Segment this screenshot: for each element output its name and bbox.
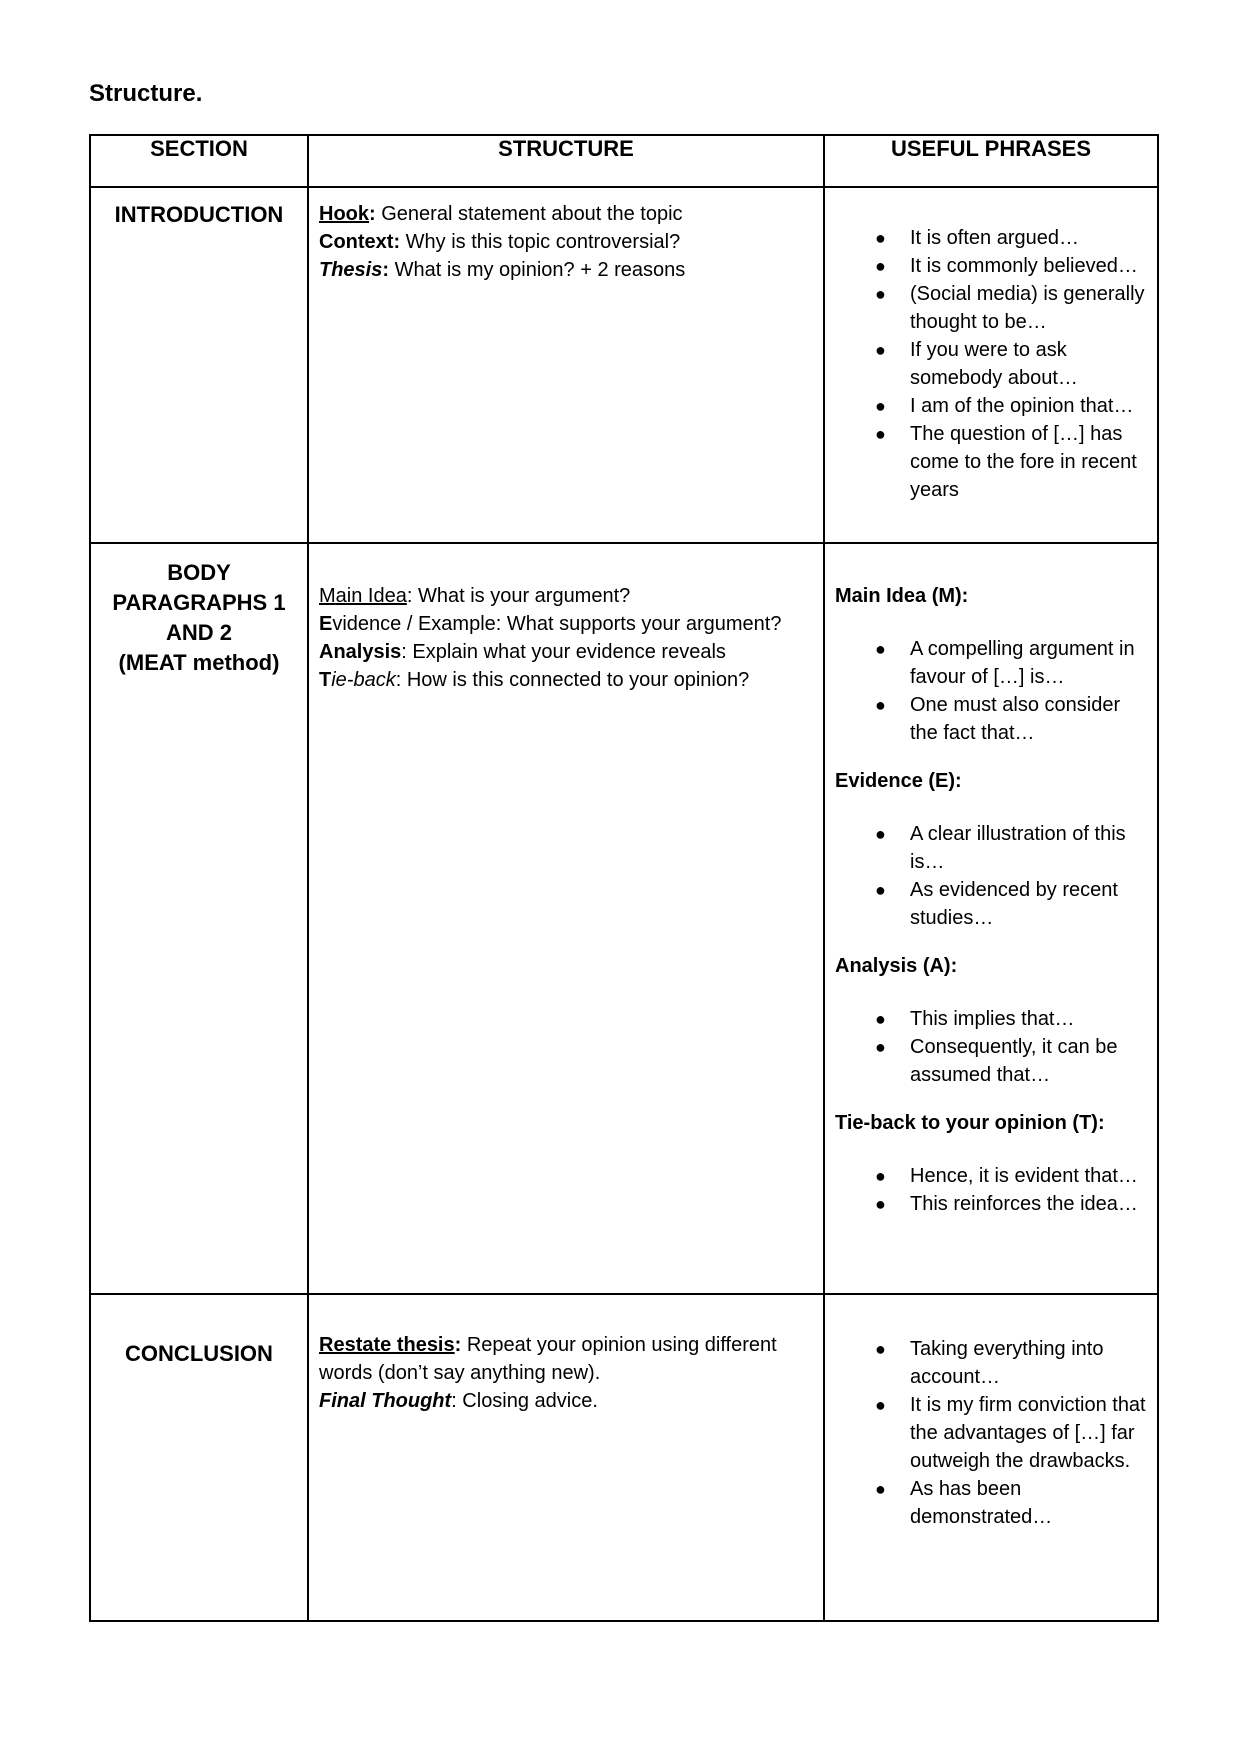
restate-thesis-label: Restate thesis [319, 1334, 455, 1356]
body-label: BODY PARAGRAPHS 1 AND 2 (MEAT method) [112, 560, 286, 675]
list-item: ● A clear illustration of this is… [875, 823, 1126, 873]
conclusion-row [90, 1294, 1158, 1621]
conclusion-structure-cell [308, 1294, 824, 1621]
final-thought-label: Final Thought [319, 1390, 452, 1412]
introduction-structure-cell [308, 187, 824, 543]
conclusion-section-cell [90, 1294, 308, 1621]
list-item: ● (Social media) is generally thought to be… [875, 283, 1145, 333]
thesis-line: Thesis: What is my opinion? + 2 reasons [319, 259, 686, 281]
list-item: ● As has been demonstrated… [875, 1478, 1053, 1528]
restate-thesis-line: Restate thesis: Repeat your opinion using different words (don’t say anything new). [319, 1334, 777, 1384]
header-useful-phrases: USEFUL PHRASES [824, 135, 1158, 187]
body-section-cell [90, 543, 308, 1294]
list-item: ● The question of […] has come to the fore in recent years [875, 423, 1137, 501]
list-item: ● Hence, it is evident that… [875, 1165, 1138, 1187]
body-structure-cell [308, 543, 824, 1294]
tie-back-line: Tie-back: How is this connected to your opinion? [319, 669, 750, 691]
list-item: ● A compelling argument in favour of […] is… [875, 638, 1135, 688]
main-idea-phrase-list [835, 635, 1147, 747]
header-structure: STRUCTURE [308, 135, 824, 187]
analysis-phrase-list [835, 1005, 1147, 1089]
tie-back-phrase-list [835, 1162, 1147, 1218]
main-idea-title: Main Idea (M): [835, 585, 969, 607]
list-item: ● It is my firm conviction that the advantages of […] far outweigh the drawbacks. [875, 1394, 1146, 1472]
evidence-line: Evidence / Example: What supports your argument? [319, 613, 782, 635]
hook-label: Hook [319, 203, 369, 225]
list-item: ● If you were to ask somebody about… [875, 339, 1078, 389]
conclusion-label: CONCLUSION [125, 1341, 273, 1366]
conclusion-phrases-cell [824, 1294, 1158, 1621]
introduction-section-cell [90, 187, 308, 543]
tie-back-title: Tie-back to your opinion (T): [835, 1112, 1105, 1134]
analysis-line: Analysis: Explain what your evidence reveals [319, 641, 726, 663]
list-item: ● One must also consider the fact that… [875, 694, 1121, 744]
list-item: ● Taking everything into account… [875, 1338, 1104, 1388]
list-item: ● It is commonly believed… [875, 255, 1138, 277]
header-section: SECTION [90, 135, 308, 187]
hook-line: Hook: General statement about the topic [319, 203, 683, 225]
thesis-label: Thesis [319, 259, 383, 281]
analysis-title: Analysis (A): [835, 955, 958, 977]
list-item: ● I am of the opinion that… [875, 395, 1134, 417]
final-thought-line: Final Thought: Closing advice. [319, 1390, 598, 1412]
list-item: ● As evidenced by recent studies… [875, 879, 1118, 929]
list-item: ● Consequently, it can be assumed that… [875, 1036, 1118, 1086]
page-title: Structure. [89, 80, 203, 107]
body-row [90, 543, 1158, 1294]
list-item: ● It is often argued… [875, 227, 1079, 249]
evidence-phrase-list [835, 820, 1147, 932]
list-item: ● This reinforces the idea… [875, 1193, 1138, 1215]
introduction-phrase-list [835, 224, 1147, 504]
context-label: Context: [319, 231, 401, 253]
evidence-title: Evidence (E): [835, 770, 962, 792]
conclusion-phrase-list [835, 1335, 1147, 1531]
introduction-label: INTRODUCTION [114, 202, 284, 227]
context-line: Context: Why is this topic controversial? [319, 231, 681, 253]
structure-table [89, 134, 1159, 1622]
list-item: ● This implies that… [875, 1008, 1075, 1030]
body-phrases-cell [824, 543, 1158, 1294]
header-row [90, 135, 1158, 187]
main-idea-line: Main Idea: What is your argument? [319, 585, 631, 607]
introduction-row [90, 187, 1158, 543]
introduction-phrases-cell [824, 187, 1158, 543]
